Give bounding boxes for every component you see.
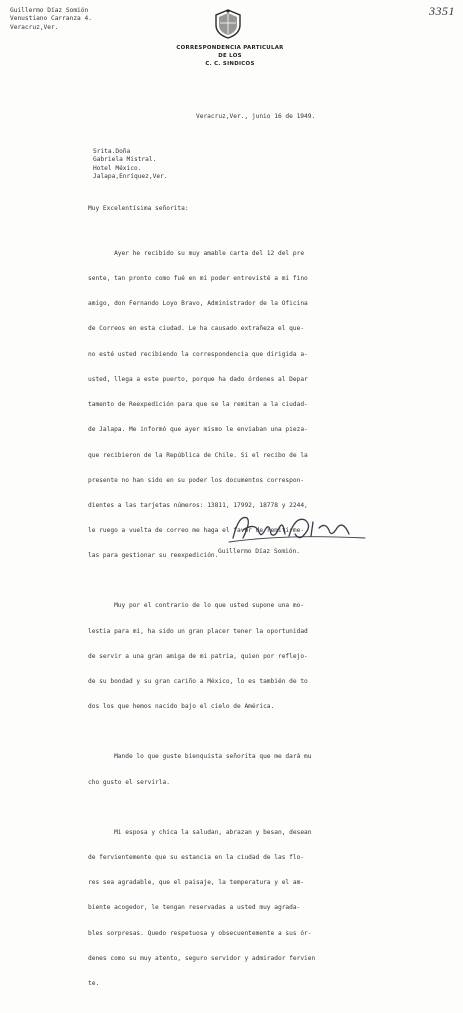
body-line: dientes a las tarjetas números: 13811, 17992, 18778 y 2244, (88, 502, 308, 509)
body-line: Mi esposa y chica la saludan, abrazan y besan, desean (88, 828, 312, 836)
letterhead (140, 44, 320, 68)
body-line: de Correos en esta ciudad. Le ha causado extrañeza el que- (88, 325, 305, 333)
letterhead-line-1: CORRESPONDENCIA PARTICULAR (176, 45, 284, 51)
body-line: te. (88, 979, 100, 987)
sender-block (10, 7, 92, 32)
archive-number: 3351 (429, 4, 455, 18)
body-line: tamento de Reexpedición para que se la remitan a la ciudad- (88, 401, 308, 409)
addressee-line: Hotel México. (93, 164, 142, 172)
body-line: Mande lo que guste bienquista señorita que me dará mu (88, 753, 312, 761)
body-line: res sea agradable, que el paisaje, la temperatura y el am- (88, 879, 305, 887)
paragraph-3 (88, 737, 398, 804)
handwritten-signature (225, 508, 375, 548)
body-line: amigo, don Fernando Loyo Bravo, Administrador de la Oficina (88, 300, 308, 308)
body-line: lestia para mí, ha sido un gran placer tener la oportunidad (88, 627, 308, 635)
addressee-line: Srita.Doña (93, 148, 131, 155)
addressee-line: Jalapa,Enríquez,Ver. (93, 173, 168, 181)
body-line: de fervientemente que su estancia en la ciudad de las flo- (88, 853, 305, 861)
body-line: usted, llega a este puerto, porque ha dado órdenes al Depar (88, 375, 308, 383)
body-line: no esté usted recibiendo la correspondencia que dirigida a- (88, 350, 308, 358)
coat-of-arms-seal-icon (212, 8, 244, 40)
body-line: sente, tan pronto como fué en mi poder entrevisté a mi fino (88, 275, 308, 283)
letterhead-line-3: C. C. SINDICOS (205, 61, 255, 67)
body-line: cho gusto el servirla. (88, 778, 170, 786)
body-line: le ruego a vuelta de correo me haga el favor de remitirme- (88, 527, 305, 535)
paragraph-2 (88, 586, 398, 729)
body-line: de su bondad y su gran cariño a México, lo es también de to (88, 678, 308, 686)
body-line: biente acogedor, le tengan reservadas a usted muy agrada- (88, 904, 301, 912)
sender-name: Guillermo Díaz Somión (10, 7, 89, 14)
body-line: que recibieron de la República de Chile. Si el recibo de la (88, 451, 308, 459)
body-line: denes como su muy atento, seguro servidor y admirador fervien (88, 954, 316, 962)
body-line: dos los que hemos nacido bajo el cielo de América. (88, 703, 275, 711)
body-line: de Jalapa. Me informó que ayer mismo le enviaban una pieza- (88, 426, 308, 434)
sender-street: Venustiano Carranza 4. (10, 15, 92, 23)
sender-city: Veracruz,Ver. (10, 23, 59, 31)
salutation: Muy Excelentísima señorita: (88, 205, 189, 212)
addressee-block (93, 148, 168, 182)
body-line: bles sorpresas. Quedo respetuosa y obsecuentemente a sus ór- (88, 929, 312, 937)
body-line: las para gestionar su reexpedición. (88, 552, 219, 560)
signature-name: Guillermo Díaz Somión. (218, 548, 300, 555)
date-line: Veracruz,Ver., junio 16 de 1949. (196, 113, 316, 120)
letterhead-line-2: DE LOS (218, 53, 242, 59)
body-line: Muy por el contrario de lo que usted supone una mo- (88, 602, 305, 610)
body-line: Ayer he recibido su muy amable carta del 12 del pre (88, 249, 305, 257)
letter-body (88, 233, 398, 1013)
body-line: de servir a una gran amiga de mi patria, quien por reflejo- (88, 652, 308, 660)
paragraph-4 (88, 812, 398, 1005)
body-line: presente no han sido en su poder los documentos correspon- (88, 476, 305, 484)
addressee-line: Gabriela Mistral. (93, 156, 157, 164)
